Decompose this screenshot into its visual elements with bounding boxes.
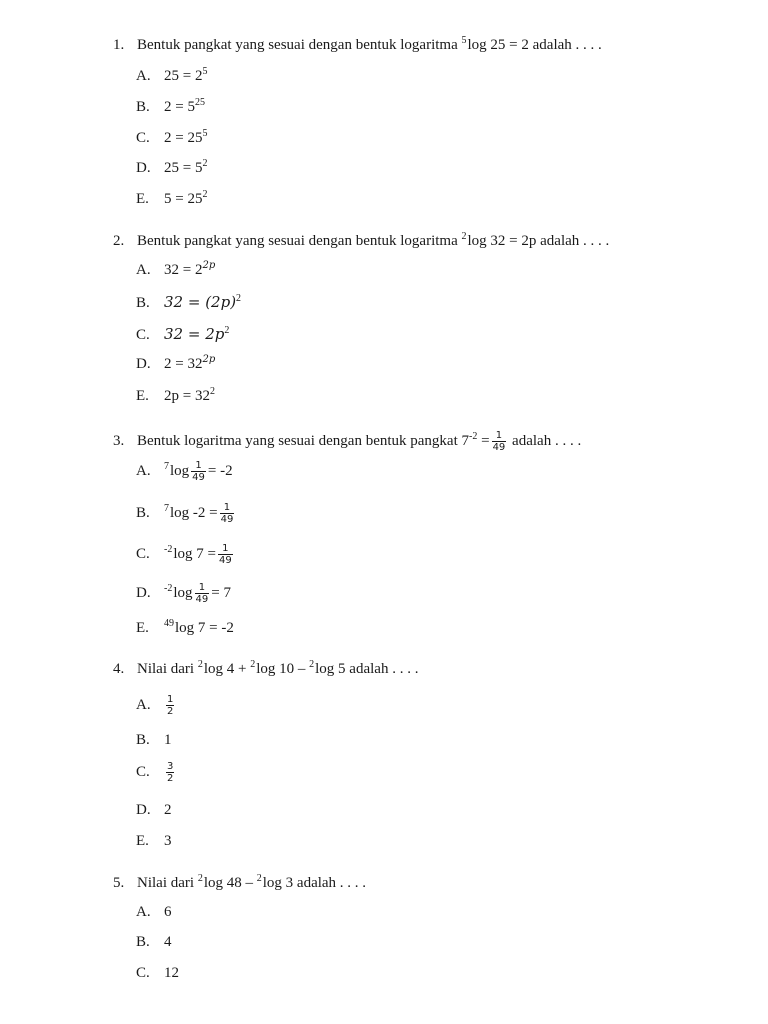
option-letter: A. xyxy=(136,696,151,713)
option-1d xyxy=(136,160,207,177)
fraction-numerator: 3 xyxy=(167,761,174,772)
option-base: 5 = 25 xyxy=(164,191,203,207)
option-2e xyxy=(136,388,215,405)
question-text: log 5 adalah . . . . xyxy=(315,661,419,677)
option-3e xyxy=(136,620,234,637)
option-exponent: 2p xyxy=(202,354,216,365)
option-3a xyxy=(136,460,233,483)
fraction-denominator: 49 xyxy=(492,442,506,453)
option-5b xyxy=(136,934,172,951)
question-text: adalah . . . . xyxy=(512,432,582,449)
option-letter: C. xyxy=(136,130,150,146)
option-letter: B. xyxy=(136,934,150,950)
log-base: -2 xyxy=(164,543,173,555)
question-number: 3. xyxy=(113,432,125,449)
fraction xyxy=(166,761,174,784)
fraction-denominator: 49 xyxy=(195,594,209,605)
fraction xyxy=(218,543,233,566)
option-4d xyxy=(136,802,172,819)
question-4 xyxy=(113,661,418,678)
option-exponent: 2 xyxy=(202,189,208,200)
fraction-numerator: 1 xyxy=(195,582,210,594)
question-1 xyxy=(113,37,602,54)
question-text: Bentuk pangkat yang sesuai dengan bentuk logaritma xyxy=(137,233,458,249)
option-base: 32 = (2p) xyxy=(164,293,237,311)
option-text: = 7 xyxy=(211,584,231,601)
option-1a xyxy=(136,68,207,85)
option-letter: B. xyxy=(136,504,150,521)
option-2c xyxy=(136,325,229,344)
option-2b xyxy=(136,293,241,312)
option-2a xyxy=(136,262,215,279)
fraction xyxy=(220,502,235,525)
fraction xyxy=(166,694,174,717)
option-4a xyxy=(136,694,176,717)
fraction-numerator: 1 xyxy=(167,694,174,705)
option-exponent: 25 xyxy=(194,97,205,108)
option-letter: C. xyxy=(136,327,150,343)
option-exponent: 5 xyxy=(202,66,208,77)
fraction-denominator: 49 xyxy=(192,472,205,483)
fraction-denominator: 2 xyxy=(167,706,174,717)
log-base: 2 xyxy=(250,659,256,670)
fraction xyxy=(492,430,507,453)
option-4e xyxy=(136,833,172,850)
option-letter: B. xyxy=(136,99,150,115)
option-3b xyxy=(136,502,236,525)
question-text: Nilai dari xyxy=(137,875,195,891)
option-letter: A. xyxy=(136,68,151,84)
option-value: 12 xyxy=(164,965,179,981)
option-value: 1 xyxy=(164,732,172,748)
option-letter: A. xyxy=(136,904,151,920)
option-text: log 7 = xyxy=(173,545,216,562)
option-letter: D. xyxy=(136,160,151,176)
option-5a xyxy=(136,904,172,921)
question-text: log 4 + xyxy=(203,661,247,677)
option-letter: E. xyxy=(136,620,149,636)
option-text: log 7 = -2 xyxy=(175,620,234,636)
fraction-denominator: 49 xyxy=(218,555,232,566)
option-letter: D. xyxy=(136,356,151,372)
option-letter: A. xyxy=(136,462,151,479)
question-text: log 3 adalah . . . . xyxy=(262,875,367,891)
option-base: 25 = 2 xyxy=(164,68,203,84)
option-letter: B. xyxy=(136,295,150,311)
question-3 xyxy=(113,430,581,453)
option-value: 6 xyxy=(164,904,172,920)
fraction-numerator: 1 xyxy=(191,460,206,472)
option-base: 2 = 32 xyxy=(164,356,203,372)
log-base: 2 xyxy=(256,873,262,884)
option-value: 2 xyxy=(164,802,172,818)
option-letter: C. xyxy=(136,965,150,981)
option-text: = -2 xyxy=(207,462,233,479)
option-base: 32 = 2p xyxy=(164,325,225,343)
option-2d xyxy=(136,356,215,373)
fraction-numerator: 1 xyxy=(218,543,233,555)
option-text: log xyxy=(173,584,193,601)
option-letter: A. xyxy=(136,262,151,278)
question-5 xyxy=(113,875,366,892)
option-base: 2p = 32 xyxy=(164,388,210,404)
option-text: log xyxy=(170,462,190,479)
option-value: 3 xyxy=(164,833,172,849)
fraction-denominator: 2 xyxy=(167,773,174,784)
option-letter: C. xyxy=(136,545,150,562)
option-3c xyxy=(136,543,235,566)
log-base: 49 xyxy=(164,618,174,629)
option-letter: C. xyxy=(136,763,150,780)
option-letter: E. xyxy=(136,388,149,404)
question-text: log 48 – xyxy=(203,875,253,891)
option-base: 2 = 25 xyxy=(164,130,203,146)
option-letter: E. xyxy=(136,833,149,849)
option-exponent: 2p xyxy=(202,260,216,271)
log-base: 5 xyxy=(461,35,467,46)
question-text: Bentuk pangkat yang sesuai dengan bentuk logaritma xyxy=(137,37,458,53)
option-4c xyxy=(136,761,176,784)
option-4b xyxy=(136,732,172,749)
question-text: log 25 = 2 adalah . . . . xyxy=(467,37,602,53)
option-1b xyxy=(136,99,205,116)
log-base: 2 xyxy=(461,231,467,242)
option-letter: D. xyxy=(136,802,151,818)
fraction xyxy=(191,460,206,483)
fraction xyxy=(195,582,210,605)
option-letter: B. xyxy=(136,732,150,748)
option-letter: E. xyxy=(136,191,149,207)
question-number: 1. xyxy=(113,37,125,53)
question-number: 2. xyxy=(113,233,125,249)
question-2 xyxy=(113,233,609,250)
log-base: 7 xyxy=(164,502,169,514)
fraction-numerator: 1 xyxy=(492,430,507,442)
option-exponent: 5 xyxy=(202,128,208,139)
option-exponent: 2 xyxy=(209,386,215,397)
option-3d xyxy=(136,582,231,605)
option-exponent: 2 xyxy=(202,158,208,169)
question-number: 4. xyxy=(113,661,125,677)
option-base: 25 = 5 xyxy=(164,160,203,176)
option-value: 4 xyxy=(164,934,172,950)
fraction-numerator: 1 xyxy=(220,502,235,514)
question-text: log 10 – xyxy=(256,661,306,677)
question-text: Nilai dari xyxy=(137,661,195,677)
log-base: 7 xyxy=(164,460,169,472)
option-5c xyxy=(136,965,179,982)
equals-sign: = xyxy=(481,432,490,449)
option-base: 32 = 2 xyxy=(164,262,203,278)
log-base: 2 xyxy=(197,873,203,884)
option-base: 2 = 5 xyxy=(164,99,195,115)
log-base: 2 xyxy=(197,659,203,670)
option-1e xyxy=(136,191,207,208)
option-letter: D. xyxy=(136,584,151,601)
log-base: -2 xyxy=(164,582,173,594)
option-text: log -2 = xyxy=(170,504,218,521)
question-text: Bentuk logaritma yang sesuai dengan bentuk pangkat 7 xyxy=(137,432,469,449)
question-number: 5. xyxy=(113,875,125,891)
question-text: log 32 = 2p adalah . . . . xyxy=(467,233,610,249)
option-exponent: 2 xyxy=(236,293,242,304)
option-exponent: 2 xyxy=(224,325,230,336)
log-base: 2 xyxy=(309,659,315,670)
option-1c xyxy=(136,130,207,147)
power-exponent: -2 xyxy=(469,430,478,442)
fraction-denominator: 49 xyxy=(220,514,234,525)
